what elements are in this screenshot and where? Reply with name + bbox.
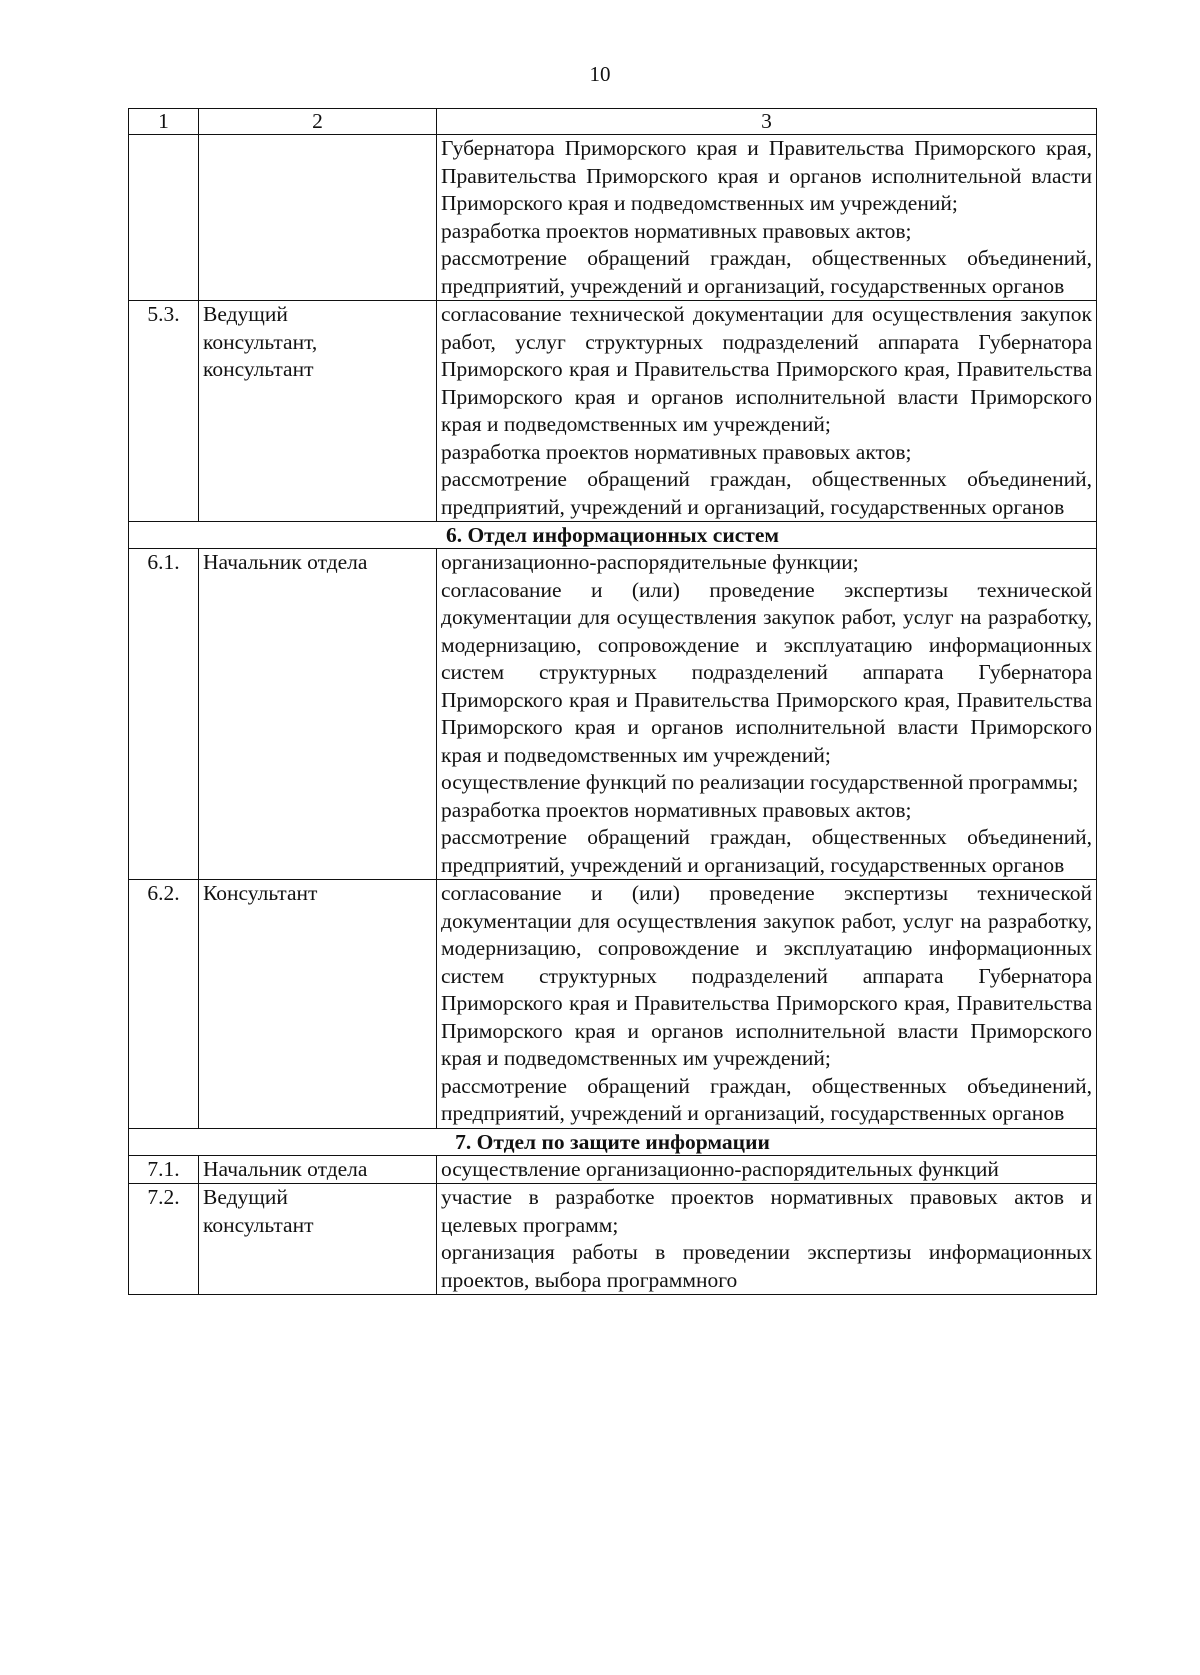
duty-line: согласование и (или) проведение экспертизы технической документации для осуществления закупок работ, услуг на разработку, модернизацию, сопровождение и эксплуатацию информационных систем структурных подразделений аппарата Губернатора Приморского края и Правительства Приморского края, Правительства Приморского края и органов исполнительной власти Приморского края и подведомственных им учреждений; [441,881,1092,1070]
row-duties [437,549,1097,880]
table-row [129,301,1097,522]
row-position [199,549,437,880]
position-line: Ведущий [203,1185,288,1209]
row-number: 6.2. [129,880,199,1129]
position-line: консультант [203,1212,314,1237]
table-row [129,549,1097,880]
row-number: 7.1. [129,1155,199,1184]
position-line: консультант, [203,329,318,354]
table-row [129,1184,1097,1295]
table-row [129,135,1097,301]
duty-line: Губернатора Приморского края и Правительства Приморского края, Правительства Приморского края и органов исполнительной власти Приморского края и подведомственных им учреждений; [441,136,1092,215]
duty-line: разработка проектов нормативных правовых актов; [441,218,912,243]
duty-line: рассмотрение обращений граждан, общественных объединений, предприятий, учреждений и организаций, государственных органов [441,825,1092,877]
table-header-row [129,109,1097,135]
row-position [199,880,437,1129]
duty-line: участие в разработке проектов нормативных правовых актов и целевых программ; [441,1185,1092,1237]
row-duties [437,135,1097,301]
duty-line: разработка проектов нормативных правовых актов; [441,439,912,464]
position-line: Начальник отдела [203,550,368,574]
row-position [199,135,437,301]
header-col-2: 2 [199,109,437,135]
row-duties [437,301,1097,522]
duty-line: рассмотрение обращений граждан, общественных объединений, предприятий, учреждений и организаций, государственных органов [441,467,1092,519]
position-line: Начальник отдела [203,1156,368,1181]
row-number: 5.3. [129,301,199,522]
duty-line: организационно-распорядительные функции; [441,550,859,574]
duty-line: согласование технической документации для осуществления закупок работ, услуг структурных подразделений аппарата Губернатора Приморского края и Правительства Приморского края, Правительства Приморского края и органов исполнительной власти Приморского края и подведомственных им учреждений; [441,302,1092,436]
duty-line: осуществление функций по реализации государственной программы; [441,770,1079,794]
position-line: консультант [203,357,314,381]
position-line: Консультант [203,881,318,905]
row-position [199,1155,437,1184]
duty-line: согласование и (или) проведение экспертизы технической документации для осуществления закупок работ, услуг на разработку, модернизацию, сопровождение и эксплуатацию информационных систем структурных подразделений аппарата Губернатора Приморского края и Правительства Приморского края, Правительства Приморского края и органов исполнительной власти Приморского края и подведомственных им учреждений; [441,577,1092,767]
duty-line: рассмотрение обращений граждан, общественных объединений, предприятий, учреждений и организаций, государственных органов [441,1073,1092,1125]
row-position [199,301,437,522]
row-number: 7.2. [129,1184,199,1295]
duty-line: разработка проектов нормативных правовых актов; [441,797,912,822]
page-number: 10 [589,62,611,86]
header-col-1: 1 [129,109,199,135]
duty-line: организация работы в проведении экспертизы информационных проектов, выбора программного [441,1240,1092,1292]
section-title: 6. Отдел информационных систем [129,522,1097,549]
duty-line: рассмотрение обращений граждан, общественных объединений, предприятий, учреждений и организаций, государственных органов [441,246,1092,298]
table-row [129,880,1097,1129]
header-col-3: 3 [437,109,1097,135]
section-title: 7. Отдел по защите информации [129,1128,1097,1155]
table-row [129,1155,1097,1184]
row-duties [437,1184,1097,1295]
row-position [199,1184,437,1295]
section-header-row [129,1128,1097,1155]
section-header-row [129,522,1097,549]
row-duties [437,1155,1097,1184]
row-number [129,135,199,301]
row-number: 6.1. [129,549,199,880]
row-duties [437,880,1097,1129]
duty-line: осуществление организационно-распорядительных функций [441,1156,999,1181]
position-line: Ведущий [203,302,288,326]
duties-table [128,108,1097,1295]
